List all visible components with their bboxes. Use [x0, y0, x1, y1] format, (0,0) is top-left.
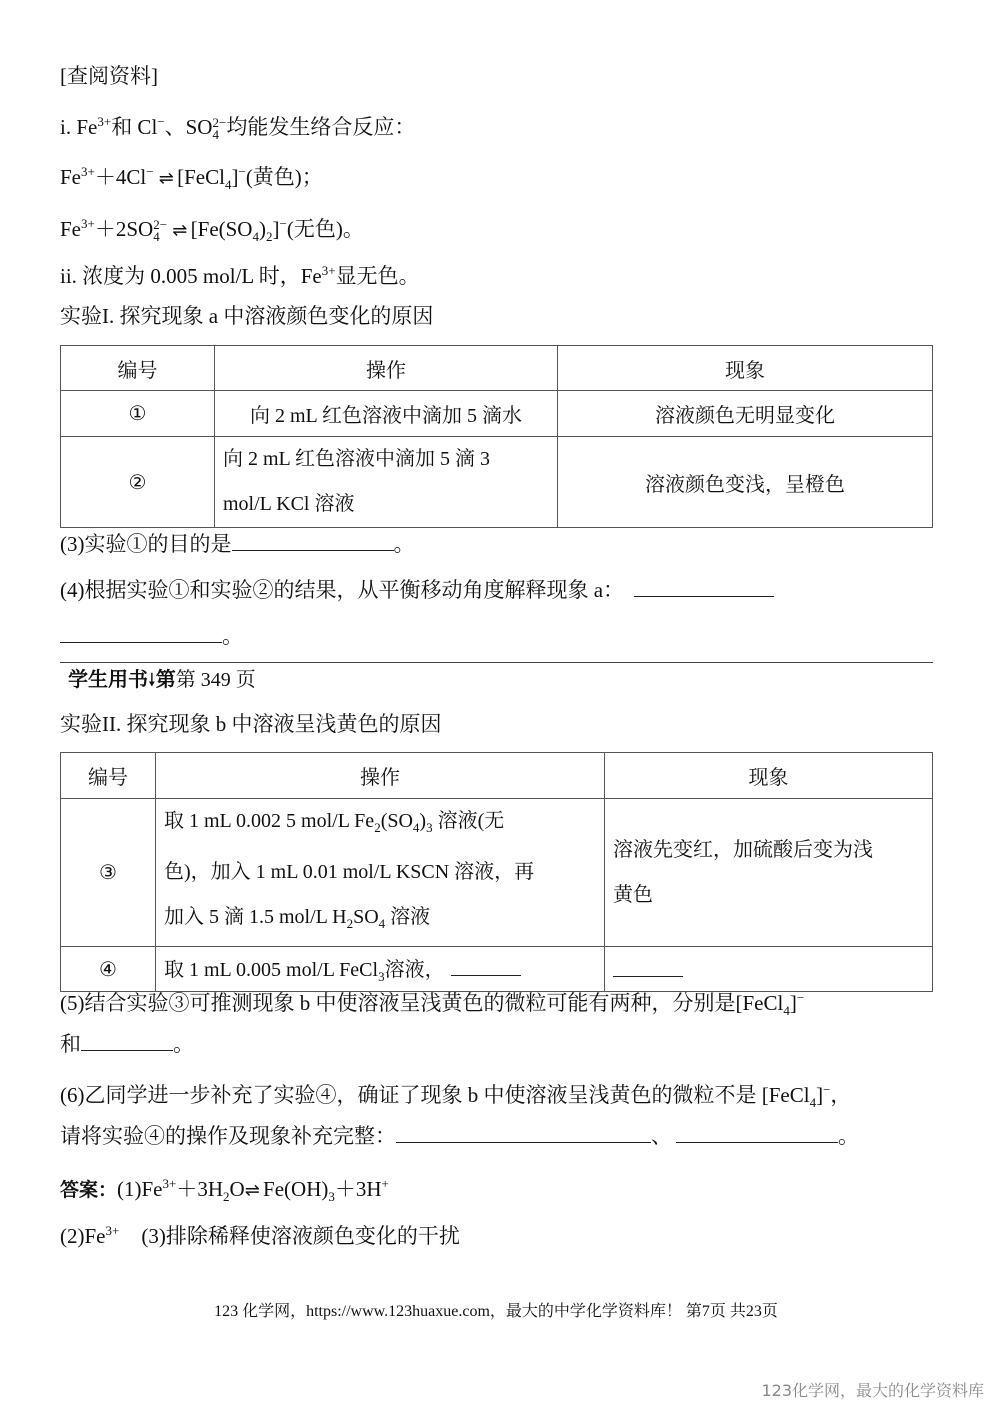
answer-line-2: $(2)Fe^{3+}$ (3)排除稀释使溶液颜色变化的干扰 — [60, 1223, 460, 1248]
row-phenomenon: 溶液先变红，加硫酸后变为浅 黄色 — [605, 799, 933, 947]
question-5-continued: 和 。 — [60, 1032, 194, 1056]
row-phenomenon: 溶液颜色变浅，呈橙色 — [558, 437, 933, 528]
question-6: (6)乙同学进一步补充了实验④，确证了现象 b 中使溶液呈浅黄色的微粒不是 [FeCl$_4$]−， — [60, 1082, 852, 1111]
table-row — [61, 391, 933, 437]
exp1-table — [60, 345, 933, 528]
exp1-title: 实验I. 探究现象 a 中溶液颜色变化的原因 — [60, 304, 434, 328]
row-number: ④ — [61, 947, 156, 992]
table-header-row — [61, 753, 933, 799]
question-6-continued: 请将实验④的操作及现象补充完整： 、 。 — [60, 1124, 859, 1148]
answer-blank[interactable] — [634, 576, 774, 597]
section-divider — [60, 662, 933, 663]
equilibrium-arrow-icon: ⇌ — [172, 220, 186, 241]
watermark: 123化学网，最大的化学资料库 — [761, 1381, 984, 1400]
question-3: (3)实验①的目的是 。 — [60, 532, 415, 556]
equilibrium-arrow-icon: ⇌ — [158, 168, 172, 189]
ref-item-i: i. $Fe^{3+}$和 Cl−、SO 2− 4 均能发生络合反应： — [60, 114, 416, 143]
exp2-title: 实验II. 探究现象 b 中溶液呈浅黄色的原因 — [60, 712, 442, 736]
table-row — [61, 437, 933, 528]
col-header-phenomenon: 现象 — [558, 346, 933, 391]
row-operation: 取 1 mL 0.005 mol/L FeCl$_3$溶液， — [156, 947, 605, 992]
answer-blank[interactable] — [60, 622, 222, 643]
answer-blank[interactable] — [451, 955, 521, 976]
exp2-table — [60, 752, 933, 992]
row-number: ② — [61, 437, 215, 528]
row-phenomenon: 溶液颜色无明显变化 — [558, 391, 933, 437]
row-operation: 向 2 mL 红色溶液中滴加 5 滴 3 mol/L KCl 溶液 — [215, 437, 558, 528]
col-header-number: 编号 — [61, 753, 156, 799]
equation-fecl4: $Fe^{3+}+4Cl^-$ ⇌ [FeCl$_4$]−(黄色)； — [60, 164, 323, 193]
equilibrium-arrow-icon: ⇌ — [244, 1180, 258, 1201]
answer-blank[interactable] — [676, 1122, 838, 1143]
answer-blank[interactable] — [81, 1030, 173, 1051]
col-header-operation: 操作 — [156, 753, 605, 799]
col-header-phenomenon: 现象 — [605, 753, 933, 799]
table-header-row — [61, 346, 933, 391]
answer-blank[interactable] — [232, 530, 394, 551]
question-5: (5)结合实验③可推测现象 b 中使溶液呈浅黄色的微粒可能有两种，分别是[FeCl$_4$]− — [60, 990, 805, 1019]
col-header-number: 编号 — [61, 346, 215, 391]
equation-feso4: $Fe^{3+}+2SO$ 2− 4 ⇌ $[Fe(SO_4)_2]^-$(无色)。 — [60, 216, 364, 245]
page-footer: 123 化学网，https://www.123huaxue.com，最大的中学化学资料库！ 第7页 共23页 — [214, 1303, 778, 1320]
row-number: ① — [61, 391, 215, 437]
table-row — [61, 799, 933, 947]
ref-item-ii: ii. 浓度为 0.005 mol/L 时，$Fe^{3+}$显无色。 — [60, 263, 420, 288]
row-operation: 向 2 mL 红色溶液中滴加 5 滴水 — [215, 391, 558, 437]
down-arrow-icon: 🠗 — [148, 670, 156, 691]
question-4-continued: 。 — [60, 622, 243, 650]
row-operation: 取 1 mL 0.002 5 mol/L $Fe_2(SO_4)_3$ 溶液(无 色)，加入 1 mL 0.01 mol/L KSCN 溶液，再 加入 5 滴 1.5 mol/L $H_2SO_4$ 溶液 — [156, 799, 605, 947]
ref-heading: [查阅资料] — [60, 64, 158, 88]
answer-blank[interactable] — [396, 1122, 651, 1143]
question-4: (4)根据实验①和实验②的结果，从平衡移动角度解释现象 a： — [60, 576, 774, 604]
row-number: ③ — [61, 799, 156, 947]
section-label: 学生用书🠗第第 349 页 — [68, 665, 256, 695]
answer-line-1: 答案：$(1)Fe^{3+}+3H_2O\rightleftharpoons$ $Fe(OH)_3+3H^+$ — [60, 1176, 389, 1205]
col-header-operation: 操作 — [215, 346, 558, 391]
answer-blank[interactable] — [613, 956, 683, 977]
